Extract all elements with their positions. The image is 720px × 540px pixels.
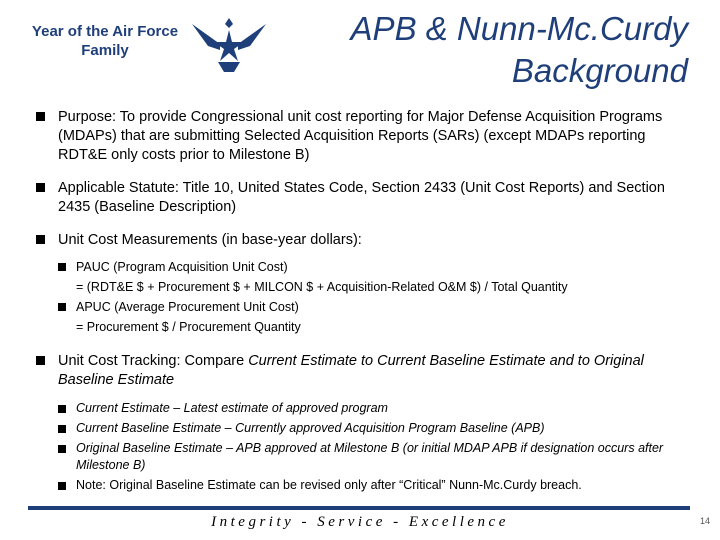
sub-bullet-note — [58, 477, 686, 494]
sub-bullet-text: Original Baseline Estimate – APB approved at Milestone B (or initial MDAP APB if designation occurs after Milestone B) — [76, 441, 664, 472]
bullet-unit-cost-measurements — [36, 231, 686, 250]
bullet-purpose — [36, 108, 686, 165]
footer-motto: Integrity - Service - Excellence — [211, 514, 509, 530]
sub-bullet-pauc — [58, 258, 686, 277]
sub-bullet-text: Current Estimate – Latest estimate of approved program — [76, 401, 388, 415]
bullet-square-icon — [58, 425, 66, 433]
title-line-2: Background — [511, 52, 688, 89]
bullet-square-icon — [58, 263, 66, 271]
slide-title — [268, 8, 688, 92]
bullet-text-italic: Current Estimate to Current Baseline Estimate and to Original Baseline Estimate — [58, 353, 644, 388]
logo-line-1: Year of the Air Force — [31, 23, 179, 40]
sub-bullet-text: APUC (Average Procurement Unit Cost) — [76, 300, 299, 314]
sub-bullet-current-baseline — [58, 420, 686, 437]
bullet-unit-cost-tracking — [36, 352, 686, 390]
logo-text — [30, 22, 180, 60]
sub-bullet-text: PAUC (Program Acquisition Unit Cost) — [76, 260, 288, 274]
sub-bullets-measurements — [36, 258, 686, 338]
content-body — [36, 108, 686, 494]
apuc-formula: = Procurement $ / Procurement Quantity — [76, 320, 301, 334]
bullet-square-icon — [58, 445, 66, 453]
footer-divider — [28, 506, 690, 510]
sub-bullet-text: Note: Original Baseline Estimate can be revised only after “Critical” Nunn-Mc.Curdy breach. — [76, 478, 582, 492]
sub-bullet-apuc — [58, 298, 686, 317]
bullet-statute — [36, 179, 686, 217]
sub-bullet-original-baseline — [58, 440, 686, 474]
pauc-formula: = (RDT&E $ + Procurement $ + MILCON $ + Acquisition-Related O&M $) / Total Quantity — [76, 280, 568, 294]
sub-bullets-tracking — [36, 400, 686, 494]
bullet-square-icon — [36, 112, 45, 121]
bullet-text: Purpose: To provide Congressional unit cost reporting for Major Defense Acquisition Programs (MDAPs) that are submitting Selected Acquisition Reports (SARs) (except MDAPs reporting RDT&E only costs prior to Milestone B) — [58, 109, 663, 163]
bullet-text: Unit Cost Measurements (in base-year dollars): — [58, 232, 362, 248]
sub-bullet-text: Current Baseline Estimate – Currently approved Acquisition Program Baseline (APB) — [76, 421, 545, 435]
bullet-square-icon — [36, 235, 45, 244]
bullet-square-icon — [58, 303, 66, 311]
sub-bullet-current-estimate — [58, 400, 686, 417]
bullet-square-icon — [36, 183, 45, 192]
bullet-text: Applicable Statute: Title 10, United States Code, Section 2433 (Unit Cost Reports) and Section 2435 (Baseline Description) — [58, 180, 665, 215]
bullet-square-icon — [58, 482, 66, 490]
air-force-emblem-icon — [190, 16, 268, 74]
bullet-square-icon — [36, 356, 45, 365]
bullet-square-icon — [58, 405, 66, 413]
logo-line-2: Family — [81, 42, 129, 59]
title-line-1: APB & Nunn-Mc.Curdy — [350, 10, 688, 47]
bullet-text-plain: Unit Cost Tracking: Compare — [58, 353, 249, 369]
page-number: 14 — [699, 516, 710, 526]
